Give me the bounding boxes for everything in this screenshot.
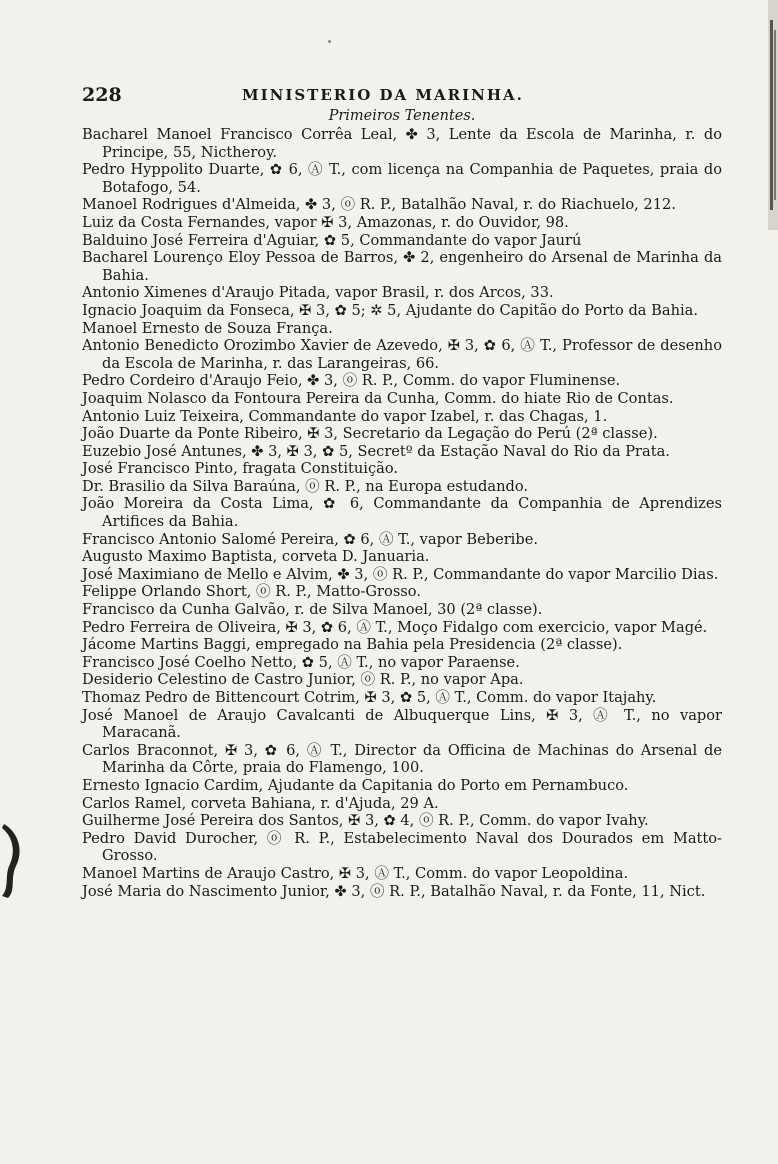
list-item: Euzebio José Antunes, ✤ 3, ✠ 3, ✿ 5, Secretº da Estação Naval do Rio da Prata.: [82, 442, 670, 460]
list-item: Balduino José Ferreira d'Aguiar, ✿ 5, Commandante do vapor Jaurú: [82, 231, 582, 249]
binding-shadow-mark: [0, 820, 28, 900]
list-item: Luiz da Costa Fernandes, vapor ✠ 3, Amazonas, r. do Ouvidor, 98.: [82, 213, 569, 231]
list-item: Augusto Maximo Baptista, corveta D. Januaria.: [82, 548, 430, 566]
list-item: Desiderio Celestino de Castro Junior, ⓞ R. P., no vapor Apa.: [82, 671, 524, 689]
list-item: Francisco da Cunha Galvão, r. de Silva Manoel, 30 (2ª classe).: [82, 601, 543, 619]
list-item: João Duarte da Ponte Ribeiro, ✠ 3, Secretario da Legação do Perú (2ª classe).: [82, 425, 658, 443]
page-speck: [328, 40, 331, 43]
list-item: Felippe Orlando Short, ⓞ R. P., Matto-Grosso.: [82, 583, 421, 601]
list-item: Ignacio Joaquim da Fonseca, ✠ 3, ✿ 5; ✲ 5, Ajudante do Capitão do Porto da Bahia.: [82, 301, 698, 319]
list-item: Francisco Antonio Salomé Pereira, ✿ 6, Ⓐ T., vapor Beberibe.: [82, 530, 538, 548]
list-item: Bacharel Lourenço Eloy Pessoa de Barros, ✤ 2, engenheiro do Arsenal de Marinha da Bahia.: [82, 249, 722, 284]
list-item: José Maximiano de Mello e Alvim, ✤ 3, ⓞ R. P., Commandante do vapor Marcilio Dias.: [82, 565, 719, 583]
list-item: Dr. Brasilio da Silva Baraúna, ⓞ R. P., na Europa estudando.: [82, 477, 528, 495]
list-item: Thomaz Pedro de Bittencourt Cotrim, ✠ 3, ✿ 5, Ⓐ T., Comm. do vapor Itajahy.: [82, 689, 657, 706]
list-item: Jácome Martins Baggi, empregado na Bahia pela Presidencia (2ª classe).: [82, 636, 623, 654]
list-item: Antonio Luiz Teixeira, Commandante do vapor Izabel, r. das Chagas, 1.: [82, 407, 608, 425]
list-item: Pedro David Durocher, ⓞ R. P., Estabelecimento Naval dos Dourados em Matto-Grosso.: [82, 829, 722, 865]
section-title: Primeiros Tenentes.: [328, 108, 476, 124]
list-item: Bacharel Manoel Francisco Corrêa Leal, ✤ 3, Lente da Escola de Marinha, r. do Principe, 55, Nictheroy.: [82, 126, 722, 161]
list-item: Pedro Cordeiro d'Araujo Feio, ✤ 3, ⓞ R. P., Comm. do vapor Fluminense.: [82, 372, 621, 390]
officer-list: [82, 126, 722, 900]
page-edge-binding: [756, 0, 778, 230]
document-page: [82, 84, 722, 900]
list-item: Pedro Ferreira de Oliveira, ✠ 3, ✿ 6, Ⓐ T., Moço Fidalgo com exercicio, vapor Magé.: [82, 618, 708, 636]
list-item: Ernesto Ignacio Cardim, Ajudante da Capitania do Porto em Pernambuco.: [82, 776, 629, 794]
list-item: José Francisco Pinto, fragata Constituição.: [82, 460, 399, 478]
list-item: Antonio Ximenes d'Araujo Pitada, vapor Brasil, r. dos Arcos, 33.: [82, 284, 554, 302]
list-item: Guilherme José Pereira dos Santos, ✠ 3, ✿ 4, ⓞ R. P., Comm. do vapor Ivahy.: [82, 812, 649, 830]
list-item: Francisco José Coelho Netto, ✿ 5, Ⓐ T., no vapor Paraense.: [82, 653, 520, 671]
list-item: Manoel Martins de Araujo Castro, ✠ 3, Ⓐ T., Comm. do vapor Leopoldina.: [82, 864, 629, 882]
list-item: Manoel Ernesto de Souza França.: [82, 319, 333, 337]
list-item: Carlos Ramel, corveta Bahiana, r. d'Ajuda, 29 A.: [82, 794, 439, 812]
page-number: 228: [82, 84, 122, 106]
list-item: João Moreira da Costa Lima, ✿ 6, Commandante da Companhia de Aprendizes Artifices da Bahia.: [82, 495, 722, 531]
list-item: Carlos Braconnot, ✠ 3, ✿ 6, Ⓐ T., Director da Officina de Machinas do Arsenal de Marinha da Côrte, praia do Flamengo, 100.: [82, 741, 722, 777]
page-header: [82, 84, 722, 108]
list-item: Antonio Benedicto Orozimbo Xavier de Azevedo, ✠ 3, ✿ 6, Ⓐ T., Professor de desenho da Escola de Marinha, r. das Larangeiras, 66.: [82, 337, 722, 372]
list-item: Pedro Hyppolito Duarte, ✿ 6, Ⓐ T., com licença na Companhia de Paquetes, praia do Botafogo, 54.: [82, 161, 722, 196]
list-item: Manoel Rodrigues d'Almeida, ✤ 3, ⓞ R. P., Batalhão Naval, r. do Riachuelo, 212.: [82, 196, 676, 214]
running-title: MINISTERIO DA MARINHA.: [242, 86, 524, 104]
list-item: José Manoel de Araujo Cavalcanti de Albuquerque Lins, ✠ 3, Ⓐ T., no vapor Maracanã.: [82, 706, 722, 742]
list-item: Joaquim Nolasco da Fontoura Pereira da Cunha, Comm. do hiate Rio de Contas.: [82, 389, 674, 407]
list-item: José Maria do Nascimento Junior, ✤ 3, ⓞ R. P., Batalhão Naval, r. da Fonte, 11, Nict.: [82, 882, 706, 900]
